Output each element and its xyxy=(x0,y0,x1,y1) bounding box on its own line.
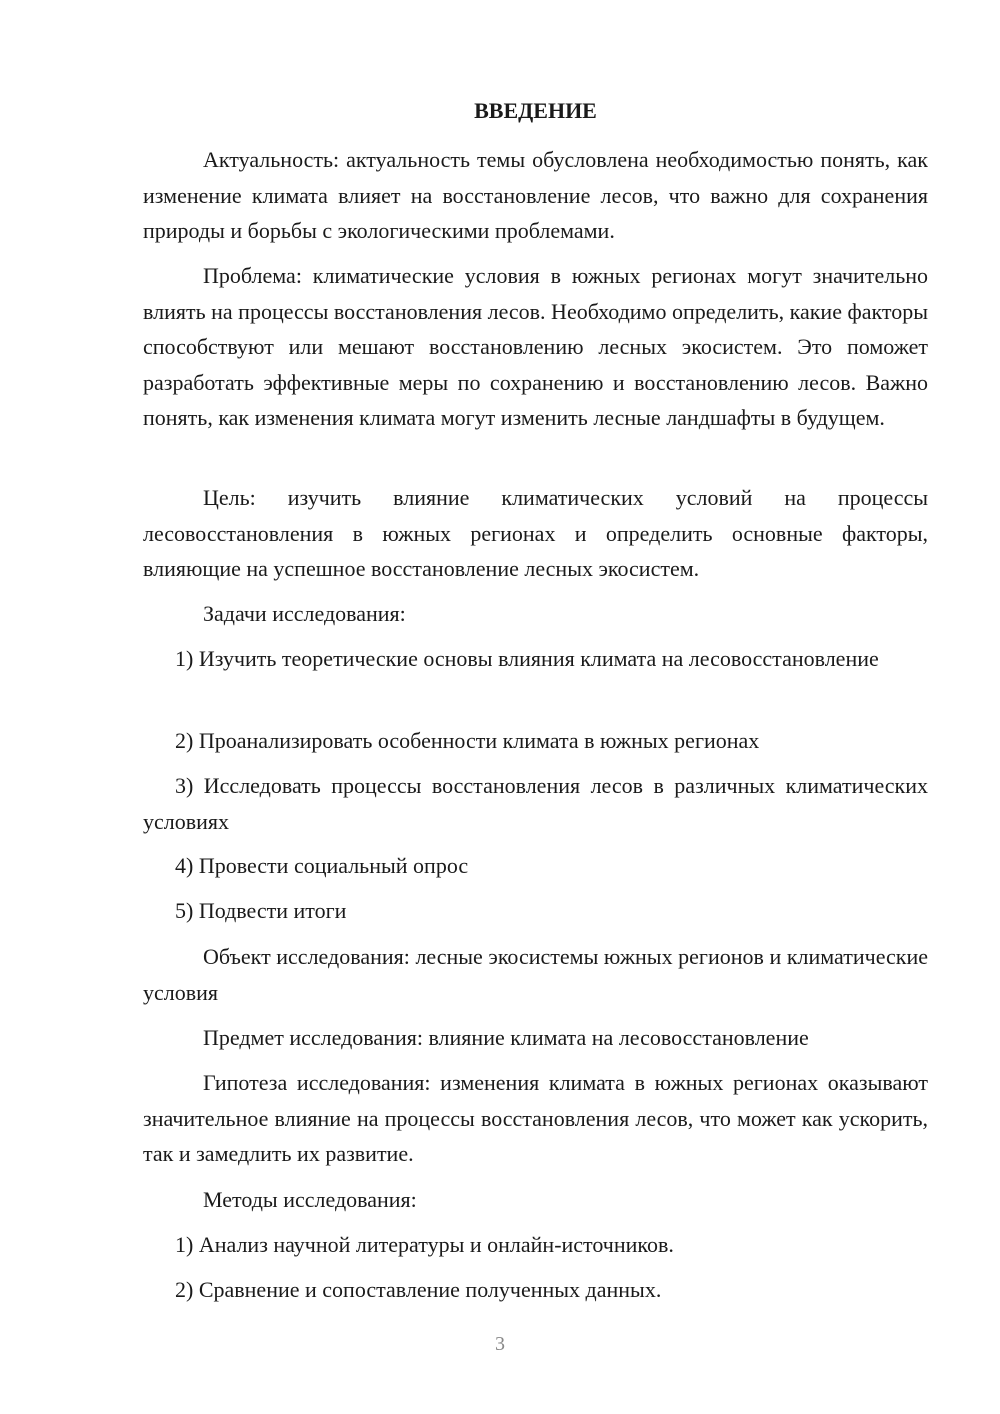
object-paragraph: Объект исследования: лесные экосистемы южных регионов и климатические условия xyxy=(143,944,928,1005)
list-item: 4) Провести социальный опрос xyxy=(175,853,469,878)
relevance-paragraph: Актуальность: актуальность темы обусловлена необходимостью понять, как изменение климата влияет на восстановление лесов, что важно для сохранения природы и борьбы с экологическими проблемами. xyxy=(143,147,928,243)
subject-paragraph: Предмет исследования: влияние климата на лесовосстановление xyxy=(203,1025,809,1050)
tasks-heading: Задачи исследования: xyxy=(203,601,406,626)
problem-paragraph: Проблема: климатические условия в южных регионах могут значительно влиять на процессы восстановления лесов. Необходимо определить, какие факторы способствуют или мешают восстановлению лесных экосистем. Это поможет разработать эффективные меры по сохранению и восстановлению лесов. Важно понять, как изменения климата могут изменить лесные ландшафты в будущем. xyxy=(143,263,928,430)
section-title: ВВЕДЕНИЕ xyxy=(474,98,597,123)
list-item: 5) Подвести итоги xyxy=(175,898,347,923)
list-item: 1) Изучить теоретические основы влияния климата на лесовосстановление xyxy=(175,646,879,671)
list-item: 2) Сравнение и сопоставление полученных данных. xyxy=(175,1277,662,1302)
list-item: 1) Анализ научной литературы и онлайн-источников. xyxy=(175,1232,674,1257)
list-item: 2) Проанализировать особенности климата в южных регионах xyxy=(175,728,760,753)
page-number: 3 xyxy=(495,1333,505,1355)
hypothesis-paragraph: Гипотеза исследования: изменения климата в южных регионах оказывают значительное влияние на процессы восстановления лесов, что может как ускорить, так и замедлить их развитие. xyxy=(143,1070,928,1166)
methods-heading: Методы исследования: xyxy=(203,1187,417,1212)
goal-paragraph: Цель: изучить влияние климатических условий на процессы лесовосстановления в южных регионах и определить основные факторы, влияющие на успешное восстановление лесных экосистем. xyxy=(143,485,928,581)
list-item: 3) Исследовать процессы восстановления лесов в различных климатических условиях xyxy=(143,773,928,834)
